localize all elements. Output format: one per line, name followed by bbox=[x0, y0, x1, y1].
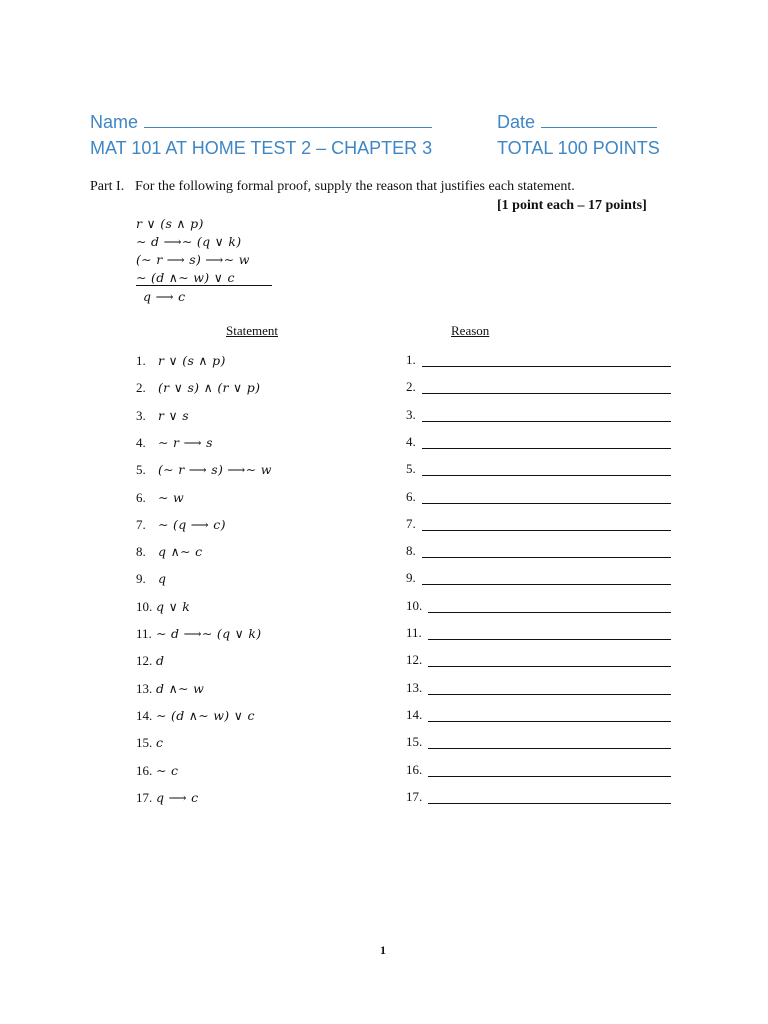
instruction-text: For the following formal proof, supply the reason that justifies each statement. bbox=[135, 179, 575, 194]
reason-row bbox=[406, 543, 416, 559]
statement-number: 12. bbox=[136, 653, 153, 668]
course-title: MAT 101 AT HOME TEST 2 – CHAPTER 3 bbox=[90, 138, 433, 158]
date-blank bbox=[541, 112, 657, 128]
reason-row bbox=[406, 652, 422, 668]
premise-3: (∼ r ⟶ s) ⟶∼ w bbox=[136, 252, 250, 267]
date-label: Date bbox=[497, 112, 536, 132]
statement-row bbox=[136, 434, 213, 452]
statement-row bbox=[136, 789, 198, 807]
statement-row bbox=[136, 707, 255, 725]
page-number: 1 bbox=[380, 943, 386, 957]
statement-row bbox=[136, 379, 260, 397]
statement-number: 4. bbox=[136, 435, 146, 450]
reason-number: 11. bbox=[406, 625, 422, 640]
statement-row bbox=[136, 461, 272, 479]
reason-answer-line[interactable] bbox=[422, 448, 671, 449]
statement-row bbox=[136, 543, 202, 561]
reason-number: 9. bbox=[406, 570, 416, 585]
statement-number: 5. bbox=[136, 462, 146, 477]
statement-expression: q ⟶ c bbox=[156, 790, 199, 805]
statement-expression: (r ∨ s) ∧ (r ∨ p) bbox=[158, 380, 261, 395]
statement-row bbox=[136, 652, 164, 670]
statement-row bbox=[136, 516, 226, 534]
name-label: Name bbox=[90, 112, 139, 132]
statement-number: 15. bbox=[136, 735, 153, 750]
reason-answer-line[interactable] bbox=[428, 612, 671, 613]
statement-number: 2. bbox=[136, 380, 146, 395]
reason-number: 7. bbox=[406, 516, 416, 531]
statement-number: 13. bbox=[136, 681, 153, 696]
reason-number: 8. bbox=[406, 543, 416, 558]
statement-expression: q ∨ k bbox=[156, 599, 191, 614]
reason-number: 5. bbox=[406, 461, 416, 476]
reason-answer-line[interactable] bbox=[422, 393, 671, 394]
reason-answer-line[interactable] bbox=[428, 639, 671, 640]
reason-row bbox=[406, 352, 416, 368]
reason-answer-line[interactable] bbox=[422, 530, 671, 531]
reason-answer-line[interactable] bbox=[428, 694, 671, 695]
statement-expression: r ∨ s bbox=[158, 408, 189, 423]
statement-row bbox=[136, 352, 226, 370]
reason-number: 15. bbox=[406, 734, 423, 749]
total-points: TOTAL 100 POINTS bbox=[497, 138, 660, 158]
statement-number: 11. bbox=[136, 626, 152, 641]
statement-row bbox=[136, 762, 178, 780]
statement-expression: r ∨ (s ∧ p) bbox=[158, 353, 226, 368]
statement-row bbox=[136, 489, 184, 507]
reason-number: 14. bbox=[406, 707, 423, 722]
reason-row bbox=[406, 598, 422, 614]
reason-row bbox=[406, 762, 422, 778]
reason-row bbox=[406, 379, 416, 395]
reason-answer-line[interactable] bbox=[428, 721, 671, 722]
statement-expression: ∼ w bbox=[158, 490, 185, 505]
reason-number: 17. bbox=[406, 789, 423, 804]
reason-row bbox=[406, 516, 416, 532]
reason-answer-line[interactable] bbox=[422, 366, 671, 367]
reason-number: 10. bbox=[406, 598, 423, 613]
premise-2: ∼ d ⟶∼ (q ∨ k) bbox=[136, 234, 242, 249]
reason-answer-line[interactable] bbox=[422, 475, 671, 476]
reason-number: 4. bbox=[406, 434, 416, 449]
reason-row bbox=[406, 707, 422, 723]
statement-header: Statement bbox=[226, 323, 278, 338]
statement-expression: q ∧∼ c bbox=[158, 544, 203, 559]
part-label: Part I. bbox=[90, 179, 125, 194]
reason-number: 2. bbox=[406, 379, 416, 394]
reason-answer-line[interactable] bbox=[428, 666, 671, 667]
reason-row bbox=[406, 461, 416, 477]
reason-answer-line[interactable] bbox=[422, 557, 671, 558]
reason-row bbox=[406, 625, 422, 641]
name-blank bbox=[144, 112, 432, 128]
reason-row bbox=[406, 789, 422, 805]
points-note: [1 point each – 17 points] bbox=[497, 198, 647, 213]
statement-number: 1. bbox=[136, 353, 146, 368]
statement-expression: ∼ (q ⟶ c) bbox=[158, 517, 226, 532]
statement-expression: d bbox=[156, 653, 165, 668]
reason-answer-line[interactable] bbox=[422, 584, 671, 585]
statement-row bbox=[136, 407, 189, 425]
reason-row bbox=[406, 407, 416, 423]
reason-number: 1. bbox=[406, 352, 416, 367]
reason-answer-line[interactable] bbox=[428, 748, 671, 749]
statement-expression: d ∧∼ w bbox=[156, 681, 205, 696]
statement-expression: ∼ (d ∧∼ w) ∨ c bbox=[156, 708, 255, 723]
statement-number: 3. bbox=[136, 408, 146, 423]
statement-number: 6. bbox=[136, 490, 146, 505]
statement-number: 17. bbox=[136, 790, 153, 805]
statement-row bbox=[136, 570, 166, 588]
statement-number: 16. bbox=[136, 763, 153, 778]
name-field bbox=[90, 112, 432, 133]
reason-number: 13. bbox=[406, 680, 423, 695]
date-field bbox=[497, 112, 657, 133]
statement-expression: q bbox=[158, 571, 167, 586]
statement-expression: c bbox=[156, 735, 164, 750]
reason-answer-line[interactable] bbox=[422, 503, 671, 504]
reason-row bbox=[406, 734, 422, 750]
reason-number: 12. bbox=[406, 652, 423, 667]
reason-number: 6. bbox=[406, 489, 416, 504]
premise-1: r ∨ (s ∧ p) bbox=[136, 216, 204, 231]
statement-row bbox=[136, 598, 190, 616]
statement-expression: (∼ r ⟶ s) ⟶∼ w bbox=[158, 462, 272, 477]
reason-row bbox=[406, 434, 416, 450]
reason-header: Reason bbox=[451, 323, 490, 338]
premise-4-text: ∼ (d ∧∼ w) ∨ c bbox=[136, 270, 272, 286]
conclusion: q ⟶ c bbox=[143, 289, 186, 304]
reason-row bbox=[406, 680, 422, 696]
statement-expression: ∼ r ⟶ s bbox=[158, 435, 213, 450]
statement-number: 7. bbox=[136, 517, 146, 532]
statement-row bbox=[136, 625, 261, 643]
reason-number: 16. bbox=[406, 762, 423, 777]
statement-row bbox=[136, 734, 163, 752]
statement-row bbox=[136, 680, 204, 698]
statement-expression: ∼ d ⟶∼ (q ∨ k) bbox=[156, 626, 262, 641]
reason-answer-line[interactable] bbox=[422, 421, 671, 422]
reason-row bbox=[406, 570, 416, 586]
statement-number: 14. bbox=[136, 708, 153, 723]
reason-answer-line[interactable] bbox=[428, 776, 671, 777]
reason-number: 3. bbox=[406, 407, 416, 422]
statement-number: 10. bbox=[136, 599, 153, 614]
part-instruction bbox=[90, 179, 575, 195]
reason-row bbox=[406, 489, 416, 505]
statement-expression: ∼ c bbox=[156, 763, 179, 778]
statement-number: 9. bbox=[136, 571, 146, 586]
reason-answer-line[interactable] bbox=[428, 803, 671, 804]
statement-number: 8. bbox=[136, 544, 146, 559]
premise-4 bbox=[136, 270, 272, 286]
